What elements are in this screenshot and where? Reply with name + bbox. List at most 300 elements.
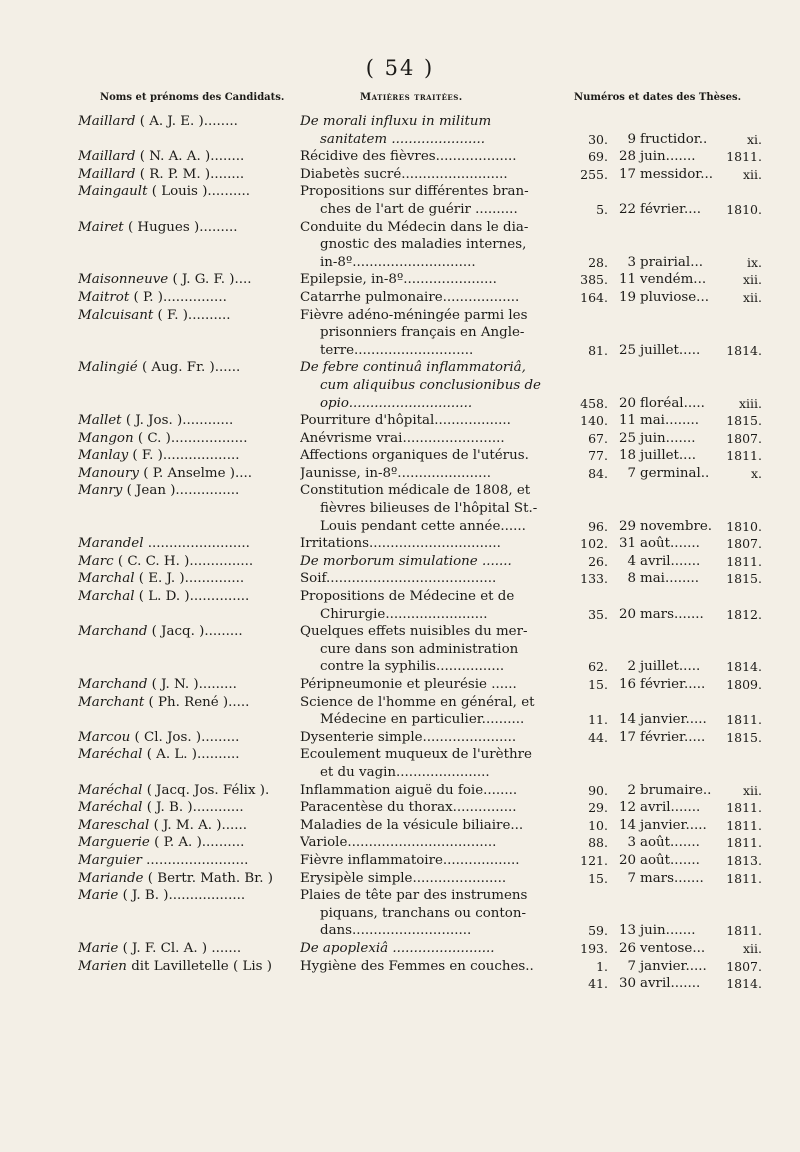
thesis-subject (300, 447, 584, 465)
subject-line: Fièvre inflammatoire.................. (300, 852, 520, 868)
thesis-year: 1815. (726, 729, 762, 745)
table-row (78, 535, 768, 553)
page-number: ( 54 ) (365, 56, 435, 80)
thesis-subject (300, 940, 584, 958)
thesis-day: 14 (618, 712, 636, 728)
candidate-name (78, 729, 294, 747)
table-row (78, 729, 768, 747)
thesis-reference (582, 570, 768, 588)
thesis-number: 193. (580, 940, 608, 956)
candidate-surname: Marandel (78, 536, 144, 552)
thesis-year: 1809. (726, 677, 762, 692)
thesis-month: juin....... (640, 923, 696, 939)
thesis-number: 11. (588, 712, 608, 728)
thesis-number: 67. (588, 430, 608, 446)
table-row (78, 852, 768, 870)
candidate-given-names: ( P. Anselme ).... (143, 465, 253, 481)
candidate-surname: Maréchal (78, 782, 143, 798)
thesis-subject (300, 482, 584, 535)
candidate-surname: Marguerie (78, 835, 150, 851)
candidate-surname: Mairet (78, 219, 124, 235)
thesis-subject (300, 834, 584, 852)
thesis-day: 26 (618, 940, 636, 956)
subject-line: gnostic des maladies internes, (320, 237, 527, 253)
thesis-number: 41. (588, 976, 608, 992)
candidate-name (78, 412, 294, 430)
header-dates: Numéros et dates des Thèses. (574, 92, 742, 103)
candidate-surname: Maréchal (78, 747, 143, 763)
column-headers (0, 92, 800, 106)
subject-line: in-8º............................. (320, 254, 476, 270)
thesis-subject (300, 782, 584, 800)
thesis-year: 1811. (726, 712, 762, 728)
table-row (78, 430, 768, 448)
thesis-subject (300, 535, 584, 553)
thesis-number: 10. (588, 817, 608, 833)
subject-line: Propositions de Médecine et de (300, 589, 515, 605)
candidate-name (78, 113, 294, 131)
thesis-number: 15. (588, 870, 608, 886)
thesis-number: 44. (588, 729, 608, 745)
thesis-month: mars....... (640, 870, 704, 886)
thesis-number: 30. (588, 131, 608, 147)
thesis-subject (300, 148, 584, 166)
thesis-year: 1811. (726, 817, 762, 833)
subject-line: Chirurgie........................ (320, 606, 488, 622)
thesis-year: 1807. (726, 958, 762, 974)
thesis-number: 90. (588, 782, 608, 798)
candidate-name (78, 465, 294, 483)
thesis-reference (582, 553, 768, 571)
candidate-given-names: ( P. )............... (133, 289, 227, 305)
thesis-reference (582, 606, 768, 624)
thesis-number: 5. (596, 201, 608, 217)
candidate-surname: Maillard (78, 166, 136, 182)
subject-line: De morali influxu in militum (300, 114, 492, 129)
candidate-name (78, 694, 294, 712)
thesis-number: 102. (580, 536, 608, 552)
subject-line: Anévrisme vrai........................ (300, 430, 505, 446)
thesis-subject (300, 271, 584, 289)
thesis-subject (300, 307, 584, 360)
thesis-number: 121. (580, 852, 608, 868)
candidate-surname: Marie (78, 888, 119, 904)
candidate-surname: Mallet (78, 413, 122, 429)
candidate-given-names: ( Aug. Fr. )...... (141, 360, 241, 376)
thesis-reference (582, 922, 768, 940)
thesis-number: 164. (580, 289, 608, 305)
thesis-subject (300, 958, 584, 976)
candidate-surname: Manlay (78, 448, 129, 464)
thesis-number: 81. (588, 342, 608, 358)
thesis-month: ventose... (640, 940, 706, 956)
candidate-given-names: ( J. G. F. ).... (172, 272, 252, 288)
table-row (78, 694, 768, 729)
thesis-reference (582, 782, 768, 800)
thesis-number: 29. (588, 800, 608, 816)
table-row (78, 482, 768, 535)
thesis-subject (300, 588, 584, 623)
thesis-month: août....... (640, 835, 700, 851)
thesis-month: floréal..... (640, 395, 705, 411)
candidate-given-names: ( A. L. ).......... (146, 747, 240, 763)
thesis-number: 140. (580, 413, 608, 429)
candidate-name (78, 623, 294, 641)
subject-line: Constitution médicale de 1808, et (300, 483, 531, 499)
thesis-subject (300, 289, 584, 307)
candidate-given-names: ( Jacq. Jos. Félix ). (146, 782, 270, 798)
thesis-subject (300, 623, 584, 676)
subject-line: Propositions sur différentes bran- (300, 184, 529, 200)
subject-line: piquans, tranchans ou conton- (320, 905, 527, 921)
thesis-day: 7 (627, 870, 636, 886)
thesis-year: 1811. (726, 149, 762, 165)
thesis-day: 17 (618, 729, 636, 745)
table-row (78, 166, 768, 184)
candidate-surname: Marchant (78, 694, 145, 710)
candidate-given-names: ........................ (146, 852, 249, 868)
thesis-year: 1811. (726, 800, 762, 816)
thesis-subject (300, 553, 584, 571)
candidate-surname: Mariande (78, 870, 144, 886)
table-row (78, 219, 768, 272)
thesis-day: 2 (627, 659, 636, 675)
thesis-reference (582, 676, 768, 694)
subject-line: Fièvre adéno-méningée parmi les (300, 307, 528, 323)
thesis-month: fructidor.. (640, 131, 708, 147)
candidate-given-names: ........................ (147, 536, 250, 552)
thesis-reference (582, 131, 768, 149)
subject-line: Pourriture d'hôpital.................. (300, 413, 511, 429)
candidate-surname: Mangon (78, 430, 134, 446)
thesis-subject (300, 219, 584, 272)
thesis-year: xii. (742, 166, 762, 182)
thesis-year: 1811. (726, 448, 762, 464)
thesis-month: novembre. (640, 518, 713, 534)
candidate-name (78, 447, 294, 465)
table-row (78, 975, 768, 993)
thesis-number: 133. (580, 571, 608, 587)
candidate-name (78, 799, 294, 817)
table-row (78, 834, 768, 852)
candidate-name (78, 782, 294, 800)
thesis-subject (300, 465, 584, 483)
subject-line: prisonniers français en Angle- (320, 325, 525, 341)
table-row (78, 183, 768, 218)
thesis-reference (582, 289, 768, 307)
candidate-given-names: ( A. J. E. )........ (139, 114, 238, 129)
table-row (78, 940, 768, 958)
candidate-surname: Manry (78, 483, 123, 499)
thesis-subject (300, 113, 584, 148)
thesis-year: 1813. (726, 852, 762, 868)
table-row (78, 307, 768, 360)
candidate-given-names: ( J. B. )............ (146, 800, 244, 816)
subject-line: Soif........................................ (300, 571, 497, 587)
subject-line: Maladies de la vésicule biliaire... (300, 817, 524, 833)
header-names: Noms et prénoms des Candidats. (100, 92, 285, 103)
thesis-year: xii. (742, 940, 762, 956)
thesis-month: juin....... (640, 149, 696, 165)
thesis-day: 31 (618, 536, 636, 552)
thesis-number: 88. (588, 835, 608, 851)
thesis-subject (300, 852, 584, 870)
subject-line: Variole................................... (300, 835, 497, 851)
thesis-reference (582, 711, 768, 729)
thesis-year: 1814. (726, 976, 762, 992)
thesis-number: 385. (580, 272, 608, 288)
thesis-subject (300, 817, 584, 835)
subject-line: fièvres bilieuses de l'hôpital St.- (320, 501, 538, 517)
header-subjects: Matières traitées. (360, 92, 463, 103)
candidate-name (78, 870, 294, 888)
thesis-reference (582, 834, 768, 852)
thesis-number: 1. (596, 958, 608, 974)
candidate-surname: Marchal (78, 571, 135, 587)
thesis-reference (582, 817, 768, 835)
thesis-reference (582, 430, 768, 448)
thesis-number: 35. (588, 606, 608, 622)
candidate-given-names: ( J. M. A. )...... (153, 817, 248, 833)
subject-line: Jaunisse, in-8º...................... (300, 465, 491, 481)
thesis-subject (300, 183, 584, 218)
candidate-surname: Maillard (78, 114, 136, 129)
table-row (78, 113, 768, 148)
candidate-given-names: ( Hugues )......... (127, 219, 238, 235)
candidate-given-names: ( Louis ).......... (151, 184, 250, 200)
thesis-number: 77. (588, 448, 608, 464)
thesis-reference (582, 852, 768, 870)
table-row (78, 676, 768, 694)
candidate-given-names: ( N. A. A. )........ (139, 149, 245, 165)
thesis-reference (582, 148, 768, 166)
thesis-year: x. (750, 465, 762, 481)
candidate-given-names: ( Jacq. )......... (151, 624, 243, 640)
subject-line: Péripneumonie et pleurésie ...... (300, 677, 517, 692)
thesis-month: février.... (640, 201, 702, 217)
candidate-surname: Marie (78, 940, 119, 956)
candidate-name (78, 958, 294, 976)
candidate-name (78, 887, 294, 905)
thesis-month: prairial... (640, 254, 703, 270)
subject-line: contre la syphilis................ (320, 659, 505, 675)
candidate-given-names: ( J. N. )......... (151, 677, 237, 692)
candidate-name (78, 289, 294, 307)
thesis-month: vendém... (640, 272, 707, 288)
candidate-given-names: ( C. ).................. (137, 430, 248, 446)
thesis-reference (582, 465, 768, 483)
thesis-day: 19 (618, 289, 636, 305)
table-row (78, 412, 768, 430)
thesis-reference (582, 764, 768, 782)
thesis-year: 1815. (726, 413, 762, 429)
thesis-subject (300, 359, 584, 412)
candidate-given-names: ( Jean )............... (126, 483, 240, 499)
thesis-month: avril....... (640, 553, 701, 569)
table-row (78, 799, 768, 817)
table-row (78, 447, 768, 465)
thesis-year: 1815. (726, 571, 762, 587)
table-row (78, 746, 768, 781)
subject-line: opio............................. (320, 395, 473, 411)
table-row (78, 570, 768, 588)
thesis-reference (582, 254, 768, 272)
thesis-day: 4 (627, 553, 636, 569)
thesis-year: 1807. (726, 536, 762, 552)
thesis-month: avril....... (640, 800, 701, 816)
thesis-day: 13 (618, 923, 636, 939)
candidate-name (78, 817, 294, 835)
subject-line: Diabetès sucré......................... (300, 166, 508, 182)
subject-line: Quelques effets nuisibles du mer- (300, 624, 528, 640)
candidate-name (78, 359, 294, 377)
candidate-name (78, 307, 294, 325)
thesis-subject (300, 729, 584, 747)
subject-line: Conduite du Médecin dans le dia- (300, 219, 529, 235)
thesis-day: 29 (618, 518, 636, 534)
thesis-day: 17 (618, 166, 636, 182)
thesis-year: ix. (746, 254, 762, 270)
candidate-given-names: ( F. ).................. (132, 448, 240, 464)
candidate-name (78, 852, 294, 870)
thesis-year: 1807. (726, 430, 762, 446)
table-row (78, 887, 768, 940)
thesis-subject (300, 870, 584, 888)
candidate-given-names: ( Ph. René )..... (148, 694, 250, 710)
thesis-day: 11 (618, 272, 636, 288)
thesis-year: 1814. (726, 659, 762, 675)
thesis-month: brumaire.. (640, 782, 712, 798)
candidate-surname: Marchal (78, 589, 135, 605)
table-row (78, 817, 768, 835)
thesis-subject (300, 412, 584, 430)
candidate-name (78, 482, 294, 500)
thesis-month: janvier..... (640, 958, 707, 974)
thesis-reference (582, 658, 768, 676)
subject-line: Paracentèse du thorax............... (300, 800, 517, 816)
thesis-subject (300, 746, 584, 781)
thesis-reference (582, 166, 768, 184)
thesis-number: 59. (588, 923, 608, 939)
subject-line: De morborum simulatione ....... (300, 553, 512, 569)
thesis-month: août....... (640, 536, 700, 552)
candidate-surname: Marcou (78, 729, 131, 745)
candidate-name (78, 183, 294, 201)
table-row (78, 465, 768, 483)
candidate-surname: Maillard (78, 149, 136, 165)
candidate-given-names: ( J. B. ).................. (122, 888, 246, 904)
subject-line: sanitatem ...................... (320, 131, 486, 147)
candidate-name (78, 834, 294, 852)
candidate-surname: Marchand (78, 624, 148, 640)
thesis-subject (300, 570, 584, 588)
thesis-number: 84. (588, 465, 608, 481)
table-row (78, 148, 768, 166)
subject-line: cum aliquibus conclusionibus de (320, 377, 541, 393)
table-row (78, 359, 768, 412)
thesis-month: février..... (640, 677, 706, 692)
thesis-number: 28. (588, 254, 608, 270)
subject-line: Plaies de tête par des instrumens (300, 888, 528, 904)
thesis-day: 7 (627, 465, 636, 481)
thesis-day: 8 (627, 571, 636, 587)
subject-line: Inflammation aiguë du foie........ (300, 782, 518, 798)
thesis-year: 1812. (726, 606, 762, 622)
thesis-day: 25 (618, 342, 636, 358)
candidate-surname: Marc (78, 553, 114, 569)
thesis-reference (582, 518, 768, 536)
candidate-surname: Maréchal (78, 800, 143, 816)
thesis-reference (582, 535, 768, 553)
subject-line: De apoplexiâ ........................ (300, 940, 495, 956)
candidate-given-names: ( F. ).......... (157, 307, 231, 323)
thesis-number: 62. (588, 659, 608, 675)
subject-line: Médecine en particulier.......... (320, 712, 525, 728)
subject-line: dans............................ (320, 923, 472, 939)
thesis-number: 96. (588, 518, 608, 534)
candidate-surname: Marchand (78, 677, 148, 692)
thesis-reference (582, 870, 768, 888)
thesis-year: xii. (742, 272, 762, 288)
thesis-reference (582, 201, 768, 219)
thesis-reference (582, 271, 768, 289)
thesis-day: 25 (618, 430, 636, 446)
thesis-subject (300, 887, 584, 940)
candidate-surname: Malcuisant (78, 307, 154, 323)
thesis-year: xii. (742, 782, 762, 798)
thesis-number: 458. (580, 395, 608, 411)
candidate-surname: Maingault (78, 184, 148, 200)
thesis-day: 2 (627, 782, 636, 798)
candidate-name (78, 746, 294, 764)
thesis-day: 20 (618, 606, 636, 622)
thesis-month: janvier..... (640, 712, 707, 728)
candidate-name (78, 219, 294, 237)
thesis-day: 14 (618, 817, 636, 833)
thesis-subject (300, 799, 584, 817)
thesis-subject (300, 430, 584, 448)
candidate-name (78, 940, 294, 958)
thesis-month: juin....... (640, 430, 696, 446)
subject-line: Catarrhe pulmonaire.................. (300, 289, 520, 305)
thesis-reference (582, 729, 768, 747)
thesis-month: messidor... (640, 166, 713, 182)
thesis-subject (300, 166, 584, 184)
thesis-month: mars....... (640, 606, 704, 622)
candidate-given-names: ( C. C. H. )............... (117, 553, 254, 569)
table-row (78, 588, 768, 623)
thesis-day: 16 (618, 677, 636, 692)
thesis-number: 69. (588, 149, 608, 165)
thesis-month: juillet.... (640, 448, 696, 464)
thesis-year: xiii. (738, 395, 762, 411)
thesis-month: germinal.. (640, 465, 710, 481)
candidate-given-names: ( R. P. M. )........ (139, 166, 245, 182)
candidate-surname: Maisonneuve (78, 272, 169, 288)
candidate-name (78, 430, 294, 448)
thesis-number: 26. (588, 553, 608, 569)
subject-line: Irritations............................... (300, 536, 501, 552)
subject-line: Hygiène des Femmes en couches.. (300, 958, 534, 974)
candidate-surname: Maitrot (78, 289, 130, 305)
table-row (78, 623, 768, 676)
thesis-month: janvier..... (640, 817, 707, 833)
thesis-year: 1810. (726, 518, 762, 534)
candidate-given-names: ( Cl. Jos. )......... (134, 729, 240, 745)
thesis-month: juillet..... (640, 342, 701, 358)
candidate-name (78, 570, 294, 588)
table-row (78, 782, 768, 800)
